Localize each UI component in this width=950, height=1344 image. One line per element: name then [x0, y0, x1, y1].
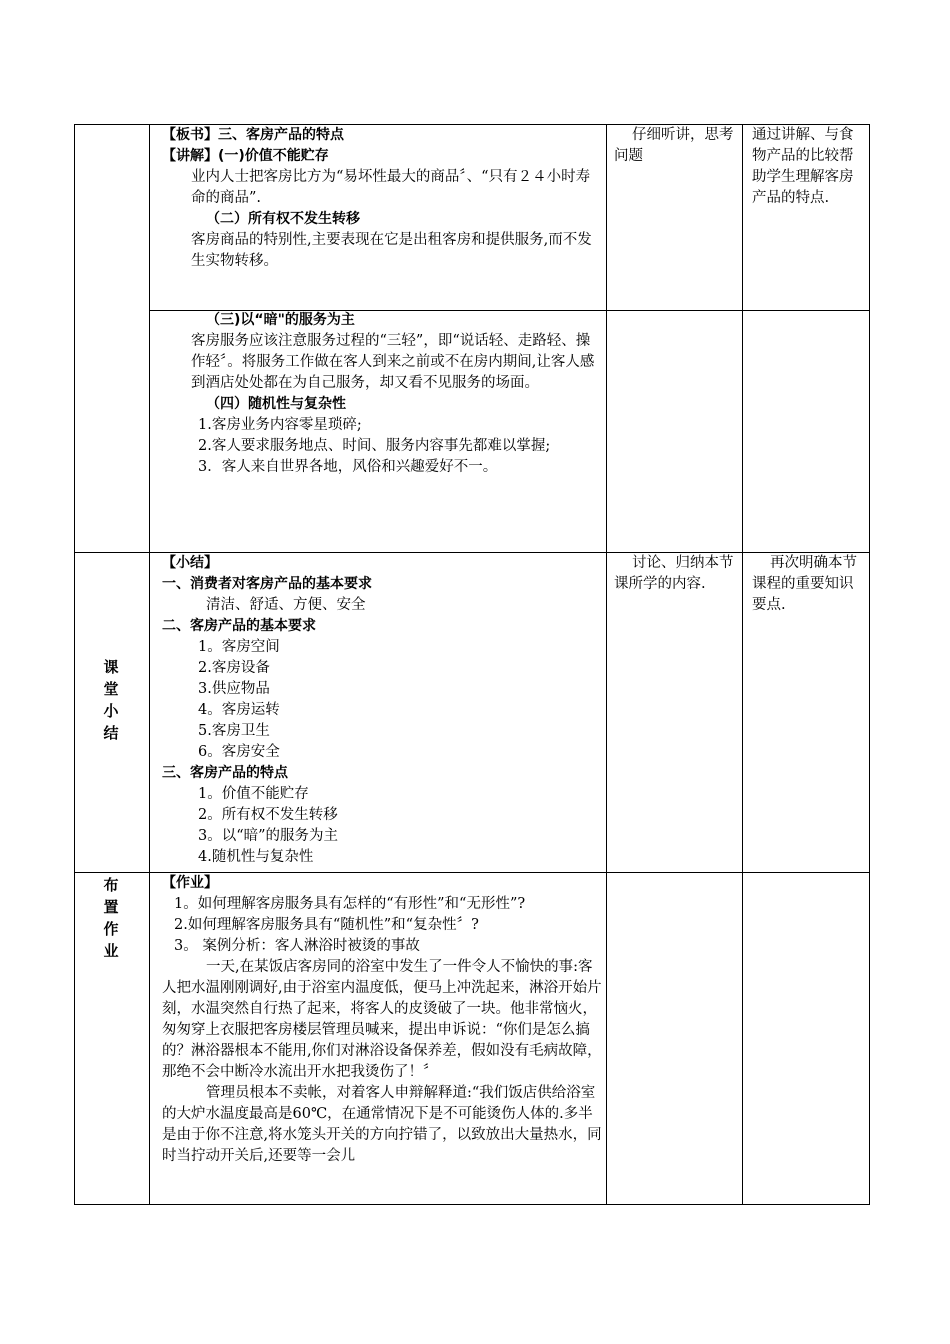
question: 1。如何理解客房服务具有怎样的“有形性”和“无形性”?: [174, 896, 526, 912]
homework-heading: 【作业】: [162, 875, 218, 891]
subheading: （四）随机性与复杂性: [206, 396, 346, 412]
list-item: 1。客房空间: [198, 639, 280, 655]
summary-point-heading: 三、客房产品的特点: [162, 765, 288, 781]
section2-content: [162, 310, 602, 478]
list-item: 2.客房设备: [198, 660, 270, 676]
summary-point-heading: 一、消费者对客房产品的基本要求: [162, 576, 372, 592]
list-item: 1。价值不能贮存: [198, 786, 309, 802]
list-item: 3。以“暗”的服务为主: [198, 828, 339, 844]
summary-heading: 【小结】: [162, 555, 218, 571]
list-item: 2.客人要求服务地点、时间、服务内容事先都难以掌握;: [198, 438, 551, 454]
col-divider-2: [606, 124, 607, 1205]
summary-content: [162, 553, 602, 868]
question: 3。 案例分析：客人淋浴时被烫的事故: [174, 938, 420, 954]
list-item: 4.随机性与复杂性: [198, 849, 314, 865]
summary-design-intent: 再次明确本节课程的重要知识要点.: [752, 555, 857, 613]
board-heading: 【板书】三、客房产品的特点: [162, 127, 344, 143]
paragraph: 客房服务应该注意服务过程的“三轻”，即“说话轻、走路轻、操作轻〞。将服务工作做在客人到来之前或不在房内期间,让客人感到酒店处处都在为自己服务，却又看不见服务的场面。: [191, 333, 595, 391]
summary-label: 课 堂 小 结: [103, 658, 119, 742]
list-item: 4。客房运转: [198, 702, 280, 718]
question: 2.如何理解客房服务具有“随机性”和“复杂性〞?: [174, 917, 479, 933]
list-item: 3.供应物品: [198, 681, 270, 697]
summary-point-heading: 二、客房产品的基本要求: [162, 618, 316, 634]
paragraph: 业内人士把客房比方为“易坏性最大的商品〞、“只有２４小时寿命的商品”.: [191, 169, 591, 206]
col-divider-3: [742, 124, 743, 1205]
homework-label: 布 置 作 业: [103, 876, 119, 960]
list-item: 清洁、舒适、方便、安全: [206, 597, 366, 613]
list-item: 6。客房安全: [198, 744, 280, 760]
list-item: 2。所有权不发生转移: [198, 807, 338, 823]
list-item: 1.客房业务内容零星琐碎;: [198, 417, 362, 433]
case-paragraph: 一天,在某饭店客房同的浴室中发生了一件令人不愉快的事:客人把水温刚刚调好,由于浴室内温度低，便马上冲洗起来，淋浴开始片刻，水温突然自行热了起来，将客人的皮烫破了一块。他非常恼火，匆匆穿上衣服把客房楼层管理员喊来，提出申诉说：“你们是怎么搞的？淋浴器根本不能用,你们对淋浴设备保养差，假如没有毛病故障，那绝不会中断冷水流出开水把我烫伤了！〞: [162, 959, 602, 1080]
list-item: 5.客房卫生: [198, 723, 270, 739]
summary-student-activity: 讨论、归纳本节课所学的内容.: [614, 555, 734, 592]
homework-content: [162, 873, 602, 1167]
table-border-bottom: [74, 1204, 870, 1205]
paragraph: 客房商品的特别性,主要表现在它是出租客房和提供服务,而不发生实物转移。: [191, 232, 592, 269]
lecture-heading: 【讲解】(一)价值不能贮存: [162, 148, 329, 164]
section1-student-activity: 仔细听讲，思考问题: [614, 127, 734, 164]
table-border-right: [869, 124, 870, 1205]
col-divider-1: [149, 124, 150, 1205]
section1-content: [162, 125, 602, 272]
case-paragraph: 管理员根本不卖帐，对着客人申辩解释道:“我们饭店供给浴室的大炉水温度最高是60℃，在通常情况下是不可能烫伤人体的.多半是由于你不注意,将水笼头开关的方向拧错了，以致放出大量热水，同时当拧动开关后,还要等一会儿: [162, 1085, 602, 1164]
section1-design-intent: 通过讲解、与食物产品的比较帮助学生理解客房产品的特点.: [752, 127, 854, 206]
lesson-plan-table: [74, 124, 870, 1205]
subheading: （二）所有权不发生转移: [206, 211, 360, 227]
list-item: 3．客人来自世界各地，风俗和兴趣爱好不一。: [198, 459, 498, 475]
table-border-left: [74, 124, 75, 1205]
subheading: （三)以“暗"的服务为主: [206, 312, 355, 328]
